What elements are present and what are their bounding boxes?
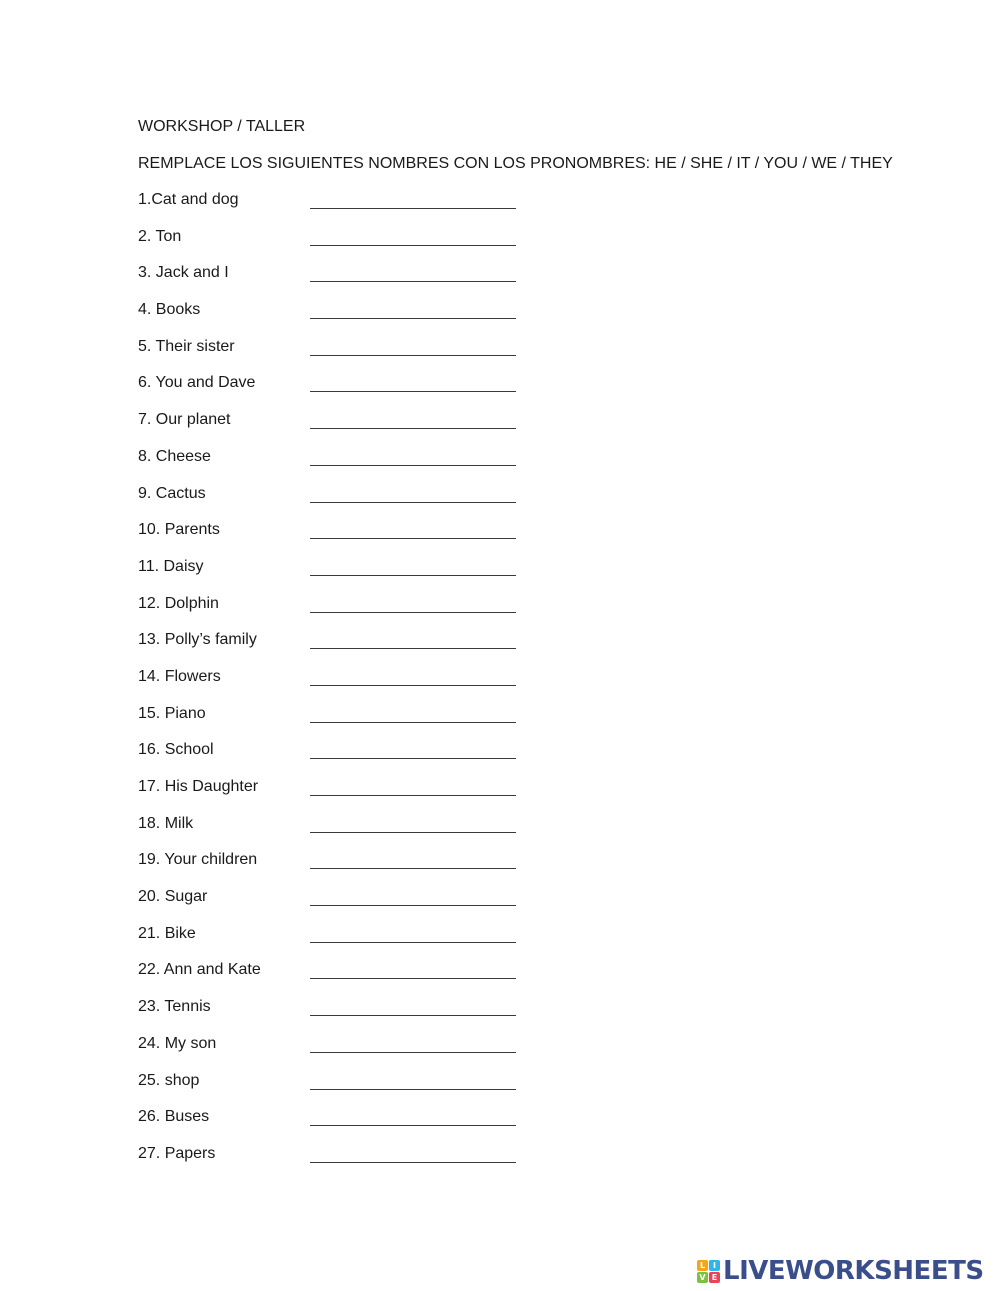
answer-blank-input[interactable] bbox=[310, 575, 516, 576]
answer-blank-input[interactable] bbox=[310, 281, 516, 282]
answer-blank-input[interactable] bbox=[310, 685, 516, 686]
exercise-label: 3. Jack and I bbox=[138, 264, 229, 282]
answer-blank-input[interactable] bbox=[310, 538, 516, 539]
exercise-label: 6. You and Dave bbox=[138, 374, 256, 392]
exercise-list bbox=[138, 190, 558, 1181]
exercise-label: 16. School bbox=[138, 741, 214, 759]
logo-block: V bbox=[697, 1272, 708, 1283]
answer-blank-input[interactable] bbox=[310, 648, 516, 649]
liveworksheets-logo bbox=[697, 1256, 984, 1286]
logo-block: I bbox=[709, 1260, 720, 1271]
exercise-item bbox=[138, 667, 558, 704]
exercise-label: 10. Parents bbox=[138, 521, 220, 539]
answer-blank-input[interactable] bbox=[310, 355, 516, 356]
answer-blank-input[interactable] bbox=[310, 1089, 516, 1090]
exercise-item bbox=[138, 557, 558, 594]
exercise-label: 2. Ton bbox=[138, 227, 182, 245]
answer-blank-input[interactable] bbox=[310, 905, 516, 906]
exercise-label: 27. Papers bbox=[138, 1144, 216, 1162]
exercise-item bbox=[138, 410, 558, 447]
exercise-label: 24. My son bbox=[138, 1034, 217, 1052]
exercise-label: 21. Bike bbox=[138, 924, 196, 942]
exercise-item bbox=[138, 630, 558, 667]
exercise-item bbox=[138, 373, 558, 410]
exercise-item bbox=[138, 447, 558, 484]
exercise-label: 15. Piano bbox=[138, 704, 206, 722]
exercise-label: 8. Cheese bbox=[138, 447, 211, 465]
exercise-item bbox=[138, 704, 558, 741]
answer-blank-input[interactable] bbox=[310, 245, 516, 246]
exercise-item bbox=[138, 1034, 558, 1071]
worksheet-title: WORKSHOP / TALLER bbox=[138, 118, 306, 135]
exercise-label: 22. Ann and Kate bbox=[138, 961, 261, 979]
answer-blank-input[interactable] bbox=[310, 1125, 516, 1126]
worksheet-instruction: REMPLACE LOS SIGUIENTES NOMBRES CON LOS PRONOMBRES: HE / SHE / IT / YOU / WE / THEY bbox=[138, 155, 893, 172]
exercise-label: 1.Cat and dog bbox=[138, 191, 239, 208]
exercise-item bbox=[138, 814, 558, 851]
exercise-item bbox=[138, 1144, 558, 1181]
answer-blank-input[interactable] bbox=[310, 612, 516, 613]
answer-blank-input[interactable] bbox=[310, 978, 516, 979]
exercise-label: 23. Tennis bbox=[138, 998, 211, 1016]
answer-blank-input[interactable] bbox=[310, 1052, 516, 1053]
answer-blank-input[interactable] bbox=[310, 832, 516, 833]
exercise-label: 26. Buses bbox=[138, 1108, 210, 1126]
exercise-item bbox=[138, 190, 558, 227]
exercise-item bbox=[138, 924, 558, 961]
exercise-item bbox=[138, 1107, 558, 1144]
exercise-label: 18. Milk bbox=[138, 814, 194, 832]
exercise-item bbox=[138, 337, 558, 374]
answer-blank-input[interactable] bbox=[310, 208, 516, 209]
logo-block: E bbox=[709, 1272, 720, 1283]
exercise-item bbox=[138, 777, 558, 814]
answer-blank-input[interactable] bbox=[310, 942, 516, 943]
exercise-label: 14. Flowers bbox=[138, 667, 221, 685]
answer-blank-input[interactable] bbox=[310, 391, 516, 392]
answer-blank-input[interactable] bbox=[310, 465, 516, 466]
exercise-item bbox=[138, 300, 558, 337]
exercise-item bbox=[138, 997, 558, 1034]
exercise-label: 25. shop bbox=[138, 1071, 200, 1089]
exercise-item bbox=[138, 484, 558, 521]
answer-blank-input[interactable] bbox=[310, 868, 516, 869]
answer-blank-input[interactable] bbox=[310, 318, 516, 319]
logo-blocks-icon bbox=[697, 1260, 720, 1283]
answer-blank-input[interactable] bbox=[310, 758, 516, 759]
exercise-label: 5. Their sister bbox=[138, 337, 235, 355]
logo-block: L bbox=[697, 1260, 708, 1271]
exercise-item bbox=[138, 1071, 558, 1108]
answer-blank-input[interactable] bbox=[310, 722, 516, 723]
exercise-item bbox=[138, 594, 558, 631]
answer-blank-input[interactable] bbox=[310, 1015, 516, 1016]
exercise-item bbox=[138, 520, 558, 557]
exercise-label: 20. Sugar bbox=[138, 888, 208, 906]
exercise-label: 13. Polly’s family bbox=[138, 631, 257, 649]
answer-blank-input[interactable] bbox=[310, 795, 516, 796]
logo-text: LIVEWORKSHEETS bbox=[723, 1256, 984, 1286]
exercise-item bbox=[138, 227, 558, 264]
exercise-label: 11. Daisy bbox=[138, 557, 204, 575]
exercise-item bbox=[138, 960, 558, 997]
answer-blank-input[interactable] bbox=[310, 502, 516, 503]
exercise-label: 9. Cactus bbox=[138, 484, 206, 502]
exercise-item bbox=[138, 263, 558, 300]
answer-blank-input[interactable] bbox=[310, 428, 516, 429]
exercise-item bbox=[138, 740, 558, 777]
exercise-label: 4. Books bbox=[138, 301, 201, 319]
exercise-label: 7. Our planet bbox=[138, 411, 231, 429]
exercise-label: 12. Dolphin bbox=[138, 594, 219, 612]
answer-blank-input[interactable] bbox=[310, 1162, 516, 1163]
exercise-label: 19. Your children bbox=[138, 851, 258, 869]
exercise-item bbox=[138, 850, 558, 887]
exercise-label: 17. His Daughter bbox=[138, 778, 259, 795]
exercise-item bbox=[138, 887, 558, 924]
